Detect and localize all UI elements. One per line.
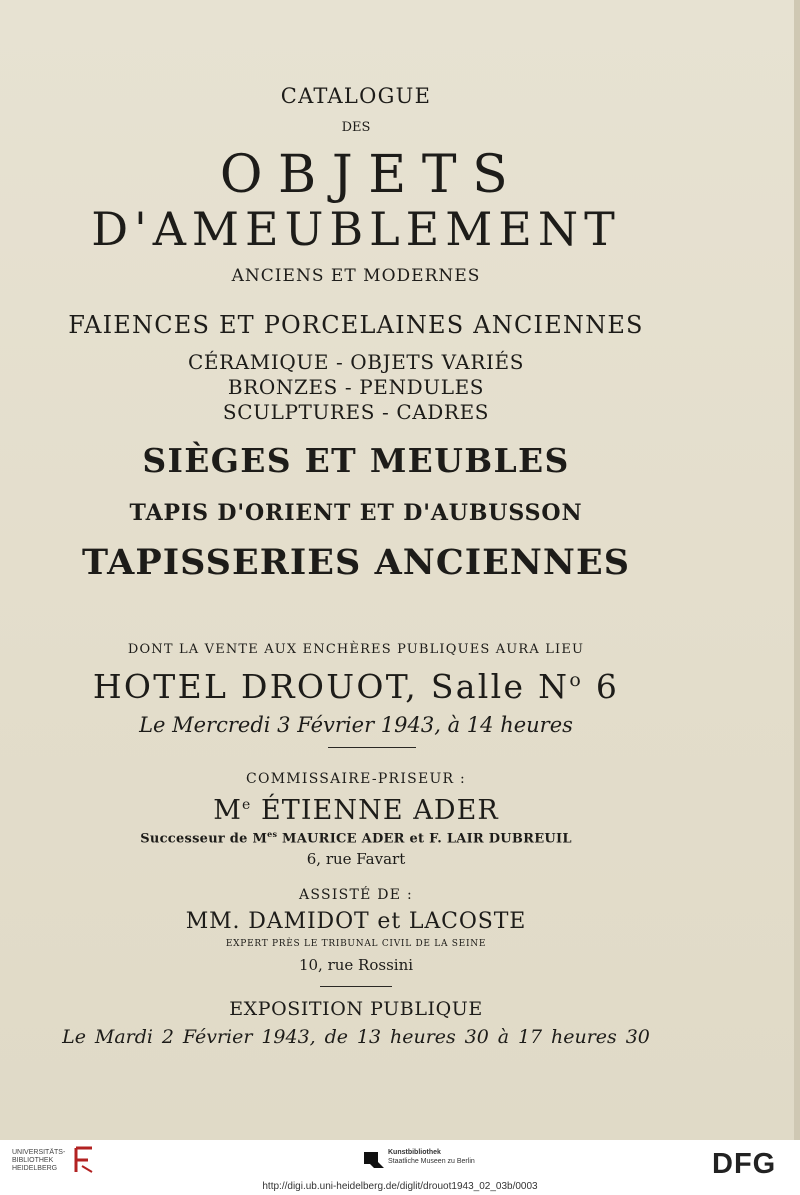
auctioneer-address: 6, rue Favart <box>306 850 406 868</box>
ub-heidelberg-logo[interactable] <box>12 1149 65 1173</box>
line-sieges: SIÈGES ET MEUBLES <box>142 441 570 480</box>
assistants-role: EXPERT PRÈS LE TRIBUNAL CIVIL DE LA SEINE <box>225 939 487 949</box>
line-bronzes: BRONZES - PENDULES <box>227 375 485 399</box>
exhibition-title: EXPOSITION PUBLIQUE <box>229 998 483 1020</box>
exhibition-date: Le Mardi 2 Février 1943, de 13 heures 30 à 17 heures 30 <box>62 1026 650 1048</box>
sale-venue <box>0 667 712 706</box>
page-edge <box>794 0 800 1140</box>
auctioneer-prefix: M <box>213 795 242 826</box>
kunstbibliothek-logo[interactable] <box>388 1148 475 1166</box>
divider-rule-2 <box>320 986 392 987</box>
auctioneer-prefix-sup: e <box>241 797 252 813</box>
line-sculptures: SCULPTURES - CADRES <box>222 400 490 424</box>
title-ameublement: D'AMEUBLEMENT <box>91 202 621 256</box>
kb-line1: Kunstbibliothek <box>388 1149 441 1156</box>
sale-intro: DONT LA VENTE AUX ENCHÈRES PUBLIQUES AURA LIEU <box>127 642 585 657</box>
assistants-address: 10, rue Rossini <box>298 956 414 974</box>
auctioneer-successor <box>0 829 712 846</box>
kb-line2: Staatliche Museen zu Berlin <box>388 1158 475 1165</box>
sale-venue-number: 6 <box>595 667 620 706</box>
auctioneer-label: COMMISSAIRE-PRISEUR : <box>246 771 466 787</box>
successor-names: MAURICE ADER et F. LAIR DUBREUIL <box>282 831 572 847</box>
catalogue-des: DES <box>341 120 371 135</box>
kunstbibliothek-icon <box>364 1152 384 1168</box>
successor-sup: es <box>267 829 278 839</box>
sale-venue-sup: o <box>569 669 584 691</box>
permalink-url[interactable]: http://digi.ub.uni-heidelberg.de/diglit/drouot1943_02_03b/0003 <box>262 1181 538 1192</box>
title-objets: OBJETS <box>219 145 524 205</box>
sale-venue-text: HOTEL DROUOT, Salle N <box>92 667 570 706</box>
auctioneer-name <box>0 795 712 826</box>
dfg-logo[interactable]: DFG <box>712 1148 777 1180</box>
line-ceramique: CÉRAMIQUE - OBJETS VARIÉS <box>187 350 524 374</box>
sale-date: Le Mercredi 3 Février 1943, à 14 heures <box>139 713 573 737</box>
catalogue-heading: CATALOGUE <box>280 84 432 108</box>
auctioneer-name-text: ÉTIENNE ADER <box>261 795 499 826</box>
line-faiences: FAIENCES ET PORCELAINES ANCIENNES <box>68 311 644 339</box>
ub-heidelberg-icon <box>72 1146 98 1174</box>
ub-line1: UNIVERSITÄTS- <box>12 1149 66 1156</box>
line-tapis: TAPIS D'ORIENT ET D'AUBUSSON <box>129 500 583 526</box>
ub-line2: BIBLIOTHEK <box>12 1157 54 1164</box>
line-tapisseries: TAPISSERIES ANCIENNES <box>81 542 631 583</box>
divider-rule <box>328 747 416 748</box>
assistants-label: ASSISTÉ DE : <box>299 887 413 903</box>
assistants-names: MM. DAMIDOT et LACOSTE <box>185 909 527 934</box>
subtitle-anciens: ANCIENS ET MODERNES <box>231 266 481 286</box>
successor-prefix: Successeur de M <box>140 831 268 847</box>
ub-line3: HEIDELBERG <box>12 1165 58 1172</box>
